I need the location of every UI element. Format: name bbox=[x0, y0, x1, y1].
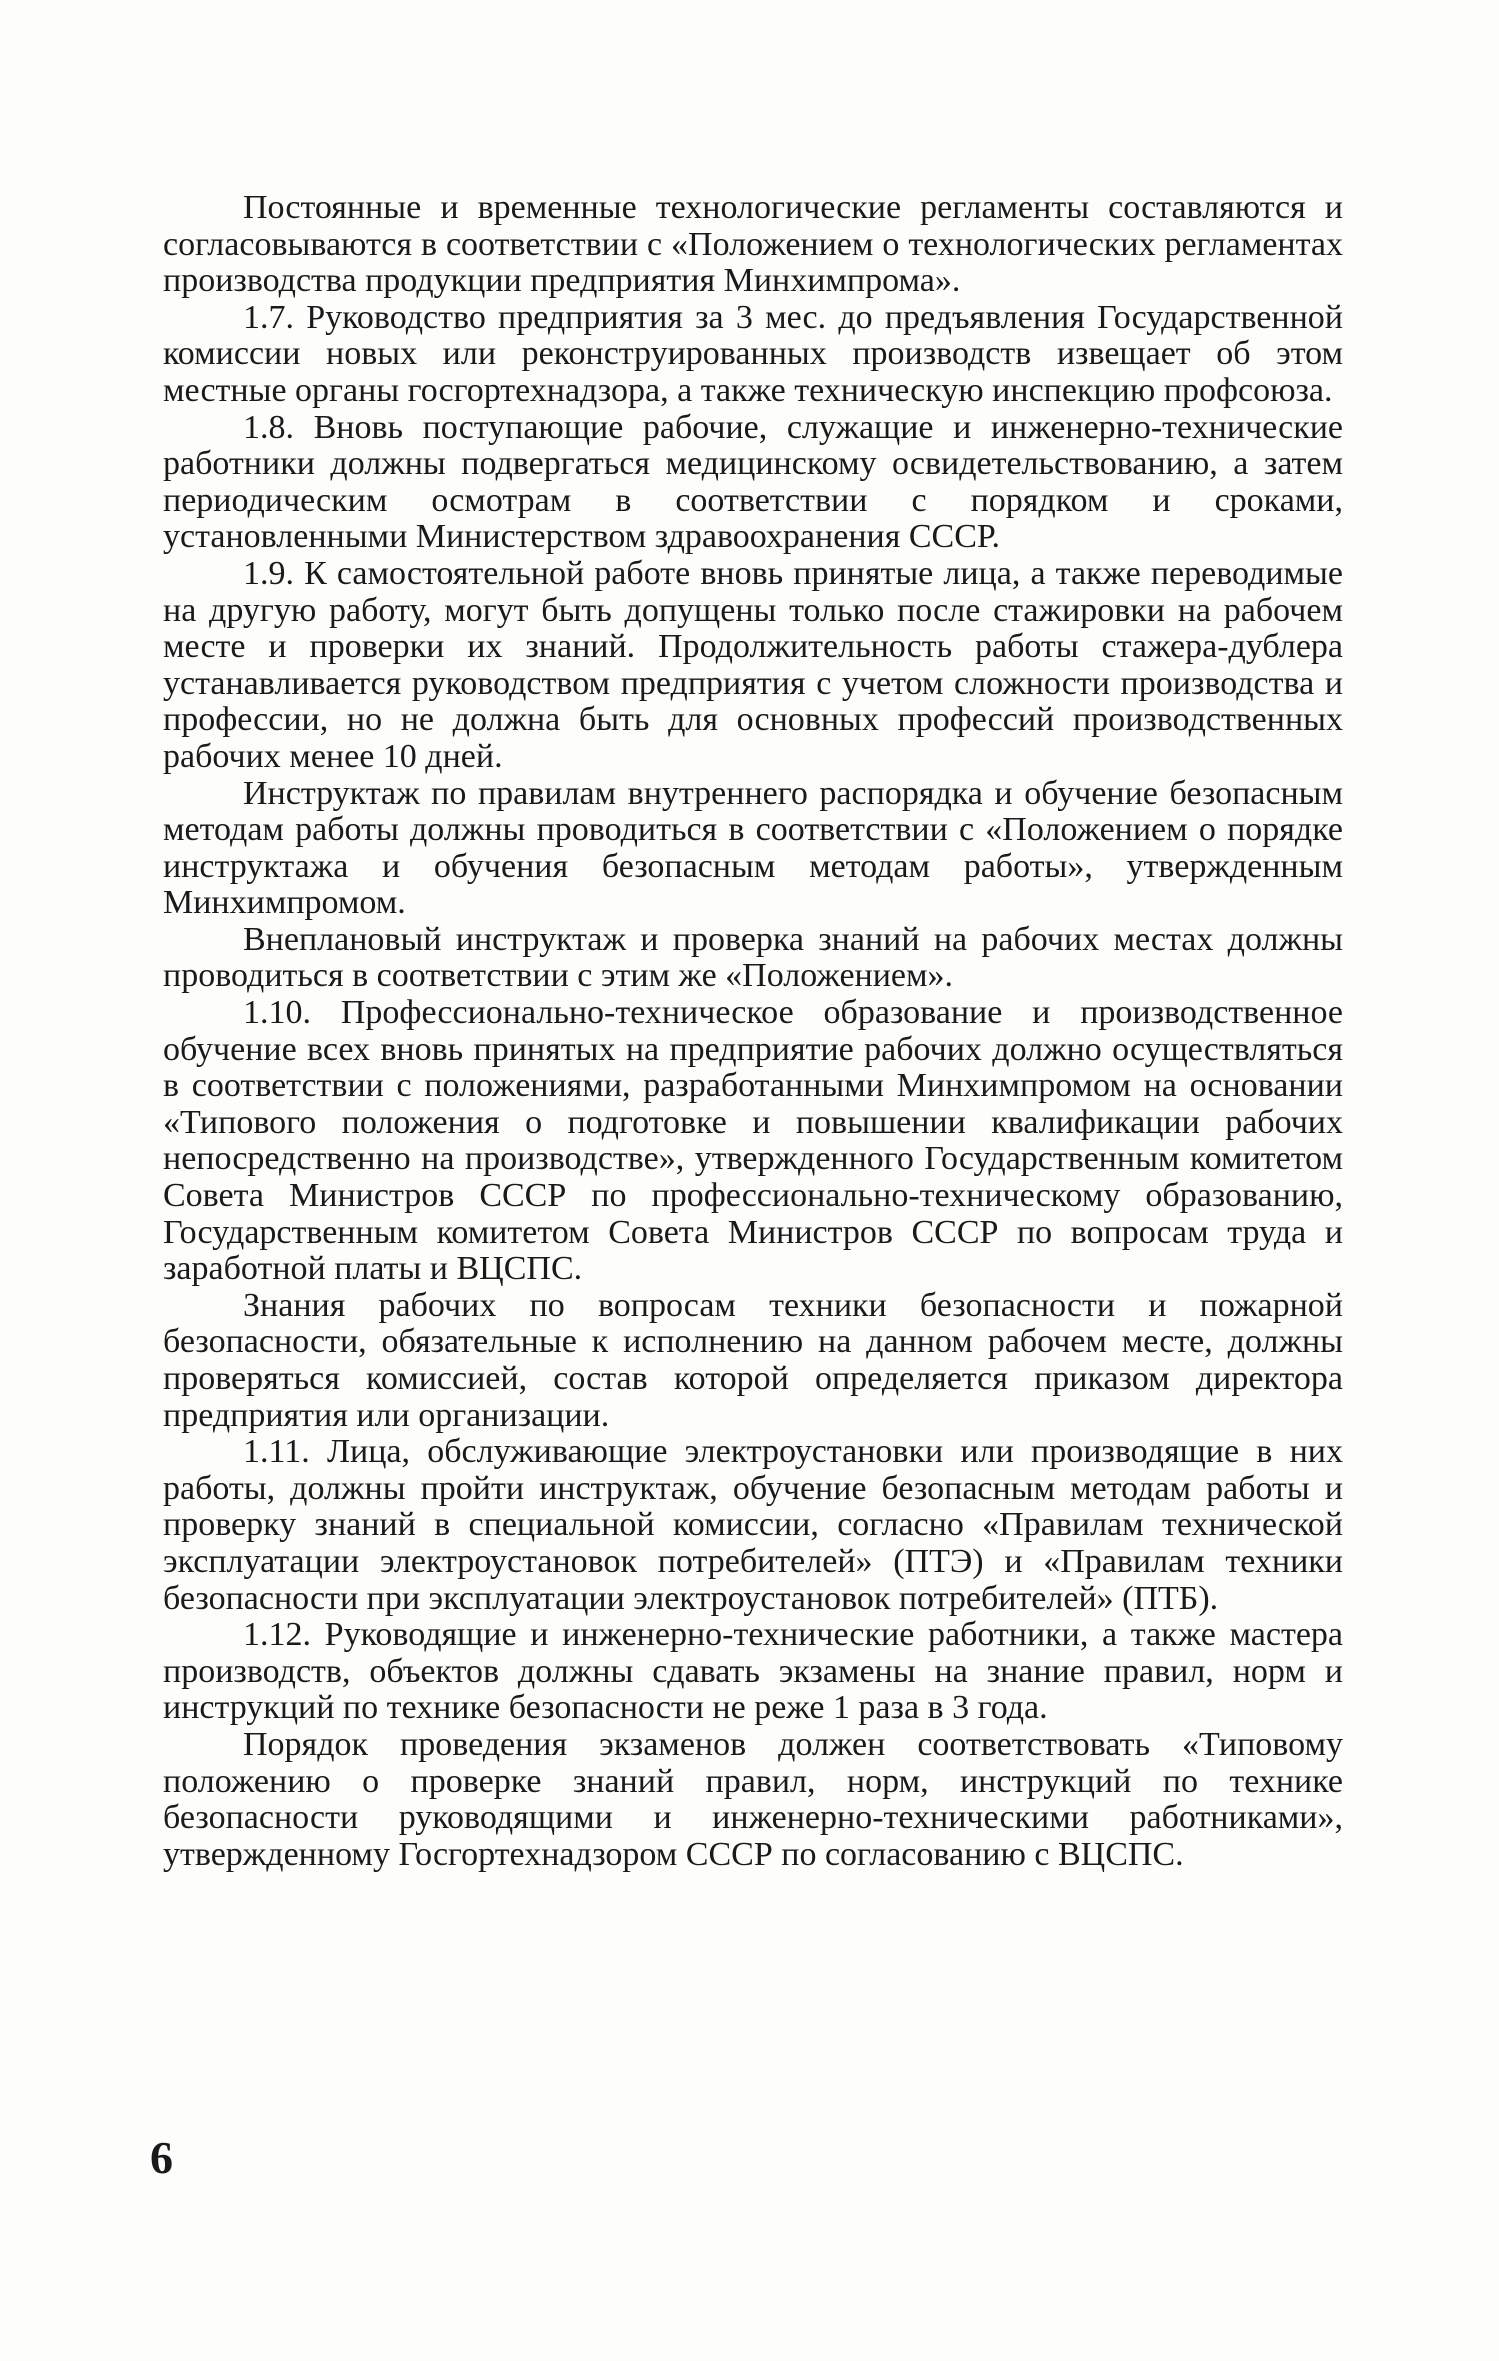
paragraph-safety-knowledge: Знания рабочих по вопросам техники безопасности и пожарной безопасности, обязательные к исполнению на данном рабочем месте, должны проверяться комиссией, состав которой определяется приказом директора предприятия или организации. bbox=[163, 1286, 1343, 1434]
paragraph-1-9: 1.9. К самостоятельной работе вновь принятые лица, а также переводимые на другую работу, могут быть допущены только после стажировки на рабочем месте и проверки их знаний. Продолжительность работы стажера-дублера устанавливается руководством предприятия с учетом сложности производства и профессии, но не должна быть для основных профессий производственных рабочих менее 10 дней. bbox=[163, 554, 1343, 775]
page-number: 6 bbox=[150, 2132, 173, 2183]
paragraph-1-10: 1.10. Профессионально-техническое образование и производственное обучение всех вновь принятых на предприятие рабочих должно осуществляться в соответствии с положениями, разработанными Минхимпромом на основании «Типового положения о подготовке и повышении квалификации рабочих непосредственно на производстве», утвержденного Государственным комитетом Совета Министров СССР по профессионально-техническому образованию, Государственным комитетом Совета Министров СССР по вопросам труда и заработной платы и ВЦСПС. bbox=[163, 994, 1343, 1288]
paragraph-exam-procedure: Порядок проведения экзаменов должен соответствовать «Типовому положению о проверке знаний правил, норм, инструкций по технике безопасности руководящими и инженерно-техническими работниками», утвержденному Госгортехнадзором СССР по согласованию с ВЦСПС. bbox=[163, 1725, 1343, 1873]
paragraph-instruction-rules: Инструктаж по правилам внутреннего распорядка и обучение безопасным методам работы должны проводиться в соответствии с «Положением о порядке инструктажа и обучения безопасным методам работы», утвержденным Минхимпромом. bbox=[163, 774, 1343, 922]
paragraph-1-8: 1.8. Вновь поступающие рабочие, служащие и инженерно-технические работники должны подвергаться медицинскому освидетельствованию, а затем периодическим осмотрам в соответствии с порядком и сроками, установленными Министерством здравоохранения СССР. bbox=[163, 408, 1343, 556]
paragraph-1-12: 1.12. Руководящие и инженерно-технические работники, а также мастера производств, объектов должны сдавать экзамены на знание правил, норм и инструкций по технике безопасности не реже 1 раза в 3 года. bbox=[163, 1616, 1343, 1727]
paragraph-unplanned-instruction: Внеплановый инструктаж и проверка знаний на рабочих местах должны проводиться в соответствии с этим же «Положением». bbox=[163, 920, 1343, 995]
paragraph-regulations-intro: Постоянные и временные технологические регламенты составляются и согласовываются в соответствии с «Положением о технологических регламентах производства продукции предприятия Минхимпрома». bbox=[163, 189, 1343, 300]
body-text bbox=[163, 190, 1343, 1873]
paragraph-1-7: 1.7. Руководство предприятия за 3 мес. до предъявления Государственной комиссии новых или реконструированных производств извещает об этом местные органы госгортехнадзора, а также техническую инспекцию профсоюза. bbox=[163, 298, 1343, 409]
paragraph-1-11: 1.11. Лица, обслуживающие электроустановки или производящие в них работы, должны пройти инструктаж, обучение безопасным методам работы и проверку знаний в специальной комиссии, согласно «Правилам технической эксплуатации электроустановок потребителей» (ПТЭ) и «Правилам техники безопасности при эксплуатации электроустановок потребителей» (ПТБ). bbox=[163, 1433, 1343, 1617]
